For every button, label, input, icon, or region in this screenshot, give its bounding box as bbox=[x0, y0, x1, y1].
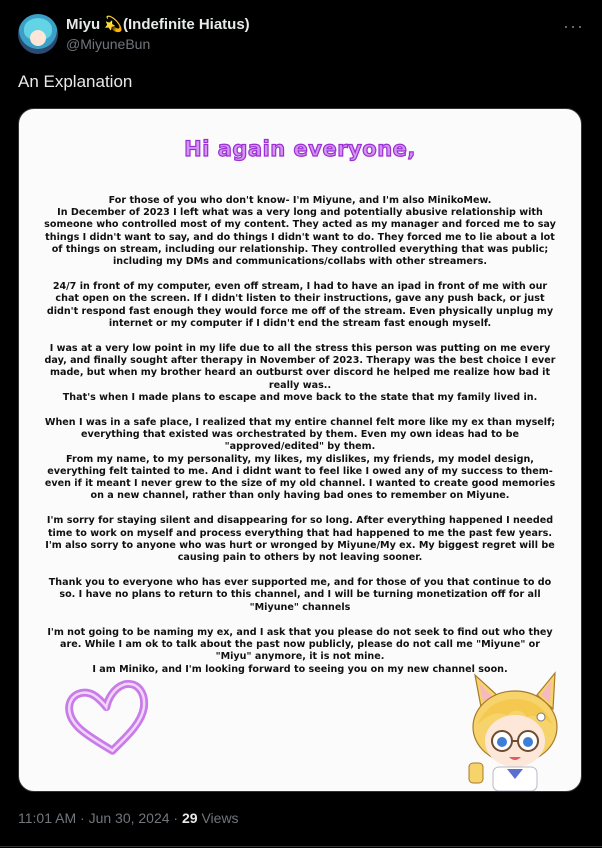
views-count: 29 bbox=[182, 810, 198, 826]
heart-icon bbox=[63, 679, 153, 759]
letter-paragraph: 24/7 in front of my computer, even off stream, I had to have an ipad in front of me with our chat open on the screen. If I didn't listen to their instructions, gave any push back, or just didn't respond fast enough they would force me off of the stream. Even physically unplug my internet or my computer if I didn't end the stream fast enough myself. bbox=[46, 281, 554, 329]
tweet-text: An Explanation bbox=[18, 72, 133, 91]
separator: · bbox=[76, 810, 89, 826]
letter-paragraph: Thank you to everyone who has ever supported me, and for those of you that continue to do so. I have no plans to return to this channel, and I will be turning monetization off for all "Miyune" channels bbox=[48, 577, 552, 613]
tweet-meta bbox=[18, 810, 239, 826]
tweet-header bbox=[18, 14, 584, 58]
letter-paragraph: For those of you who don't know- I'm Miyune, and I'm also MinikoMew. In December of 2023 I left what was a very long and potentially abusive relationship with someone who controlled most of my content. They acted as my manager and forced me to say things I didn't want to say, and do things I didn't want to do. They forced me to lie about a lot of things on stream, including our relationship. They controlled everything that was public; including my DMs and communications/collabs with other streamers. bbox=[44, 195, 556, 268]
views-label: Views bbox=[197, 810, 239, 826]
display-name[interactable]: Miyu 💫(Indefinite Hiatus) bbox=[66, 16, 250, 33]
more-icon[interactable]: ··· bbox=[563, 16, 584, 36]
avatar[interactable] bbox=[18, 14, 58, 54]
tweet-date[interactable]: Jun 30, 2024 bbox=[88, 810, 170, 826]
letter-paragraph: I was at a very low point in my life due to all the stress this person was putting on me every day, and finally sought after therapy in November of 2023. Therapy was the best choice I ever made, but when my brother heard an outburst over discord he helped me realize how bad it really was.. That's when I made plans to escape and move back to the state that my family lived in. bbox=[44, 343, 556, 403]
letter-body bbox=[41, 195, 559, 689]
letter-paragraph: When I was in a safe place, I realized that my entire channel felt more like my ex than myself; everything that existed was orchestrated by them. Even my own ideas had to be "approved/edited" by them. From my name, to my personality, my likes, my dislikes, my friends, my model design, everything felt tainted to me. And i didnt want to feel like I owed any of my success to them- even if it meant I never grew to the size of my old channel. I wanted to create good memories on a new channel, rather than only having bad ones to remember on Miyune. bbox=[44, 417, 556, 502]
letter-paragraph: I'm sorry for staying silent and disappearing for so long. After everything happened I needed time to work on myself and process everything that had happened to me the past few years. I'm also sorry to anyone who was hurt or wronged by Miyune/My ex. My biggest regret will be causing pain to others by not leaving sooner. bbox=[45, 515, 555, 564]
handle[interactable]: @MiyuneBun bbox=[66, 36, 151, 52]
author-names bbox=[66, 15, 250, 52]
avatar-face bbox=[30, 30, 46, 46]
mascot-illustration bbox=[455, 669, 573, 791]
letter-paragraph: I'm not going to be naming my ex, and I ask that you please do not seek to find out who they are. While I am ok to talk about the past now publicly, please do not call me "Miyune" or "Miyu" anymore, it is not mine. I am Miniko, and I'm looking forward to seeing you on my new channel soon. bbox=[47, 626, 553, 675]
separator: · bbox=[169, 810, 182, 826]
letter-title: Hi again everyone, bbox=[184, 137, 416, 161]
divider bbox=[0, 846, 602, 847]
tweet-time[interactable]: 11:01 AM bbox=[18, 810, 77, 826]
tweet-image[interactable] bbox=[18, 108, 582, 792]
